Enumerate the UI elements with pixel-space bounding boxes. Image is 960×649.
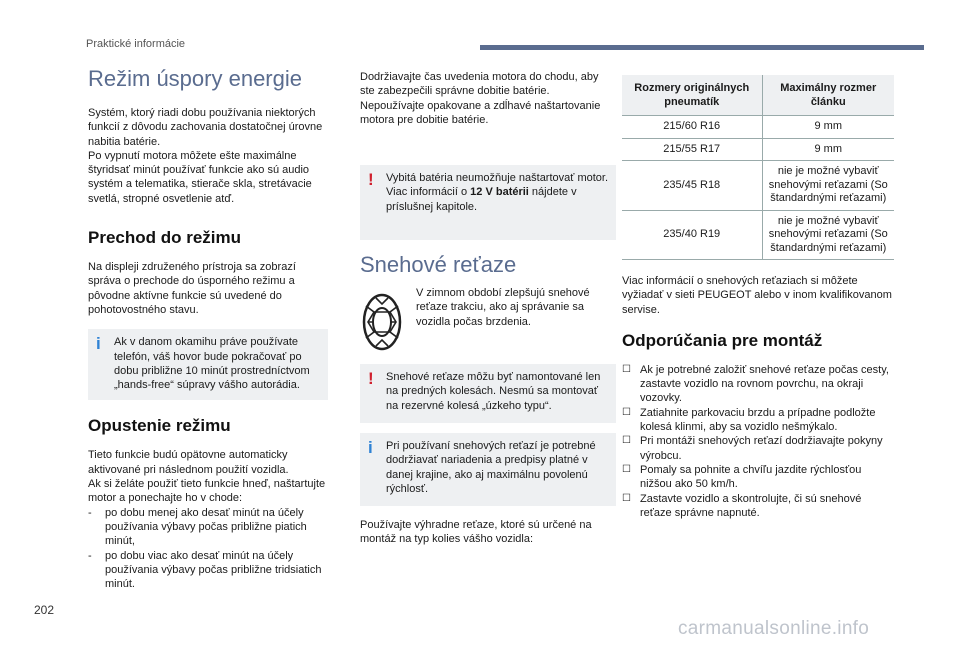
entry-heading: Prechod do režimu [88,228,242,248]
entry-info-note [88,329,328,400]
exit-list [88,506,328,592]
header-accent-bar [480,45,924,50]
bullet-icon: ☐ [622,406,631,418]
intro-paragraph-2: Po vypnutí motora môžete ešte maximálne štyridsať minút používať funkcie ako sú audio systém a telematika, stierače skla, stretávacie svetlá, stropné osvetlenie atď. [88,149,312,205]
exit-paragraph-1: Tieto funkcie budú opätovne automaticky aktivované pri následnom použití vozidla. [88,449,289,476]
entry-note-text: Ak v danom okamihu práve používate telefón, váš hovor bude pokračovať po dobu približne 10 minút prostredníctvom „hands-free“ súpravy vášho autorádia. [114,336,310,392]
exit-heading: Opustenie režimu [88,416,231,436]
snow-bottom-paragraph: Používajte výhradne reťaze, ktoré sú určené na montáž na typ kolies vášho vozidla: [360,519,592,546]
list-item: - po dobu menej ako desať minút na účely používania výbavy počas približne piatich minút, [88,506,307,548]
bullet-icon: ☐ [622,463,631,475]
page-title: Režim úspory energie [88,66,302,91]
column-3 [622,75,894,520]
page-number: 202 [34,603,55,617]
bullet-icon: ☐ [622,363,631,375]
column-1 [88,60,328,591]
column-2 [360,70,616,547]
snow-chains-title: Snehové reťaze [360,252,517,278]
tire-chain-table [622,75,894,260]
exit-paragraph-2: Ak si želáte použiť tieto funkcie hneď, naštartujte motor a ponechajte ho v chode: [88,478,326,505]
mounting-tips-list [622,363,894,520]
section-label: Praktické informácie [86,38,186,50]
battery-note-line-1: Vybitá batéria neumožňuje naštartovať motor. [386,172,609,185]
list-item: ☐ Ak je potrebné založiť snehové reťaze počas cesty, zastavte vozidlo na rovnom povrchu, na okraji vozovky. [622,363,889,405]
snow-warning-note [360,364,616,423]
table-header-row [622,75,894,116]
table-row: 235/40 R19 nie je možné vybaviť snehovými reťazami (So štandardnými reťazami) [622,210,894,260]
snow-chain-tire-icon [360,292,404,352]
info-icon: i [96,334,101,354]
warning-icon: ! [368,170,374,190]
entry-paragraph: Na displeji združeného prístroja sa zobrazí správa o prechode do úsporného režimu a pôvodne aktívne funkcie sú uvedené do pohotovostného stavu. [88,261,296,316]
snow-info-text: Pri používaní snehových reťazí je potrebné dodržiavať nariadenia a predpisy platné v danej krajine, ako aj maximálnu povolenú rýchlosť. [386,439,596,495]
table-row: 235/45 R18 nie je možné vybaviť snehovými reťazami (So štandardnými reťazami) [622,161,894,211]
list-item: ☐ Zastavte vozidlo a skontrolujte, či sú snehové reťaze správne napnuté. [622,492,862,519]
snow-info-note [360,433,616,506]
intro-paragraph-1: Systém, ktorý riadi dobu používania niektorých funkcií z dôvodu zachovania dostatočnej úrovne nabitia batérie. [88,107,323,148]
info-icon: i [368,437,373,457]
table-row: 215/55 R17 9 mm [622,138,894,161]
list-item: - po dobu viac ako desať minút na účely používania výbavy počas približne tridsiatich minút. [88,549,322,591]
snow-chains-intro [360,287,616,352]
list-item: ☐ Zatiahnite parkovaciu brzdu a prípadne podložte kolesá klinmi, aby sa vozidlo nešmýkalo. [622,406,876,434]
watermark: carmanualsonline.info [678,618,870,639]
snow-warning-text: Snehové reťaze môžu byť namontované len na predných kolesách. Nesmú sa montovať na rezervné kolesá „úzkeho typu“. [386,371,601,412]
mounting-tips-heading: Odporúčania pre montáž [622,330,823,350]
warning-icon: ! [368,369,374,389]
table-row: 215/60 R16 9 mm [622,116,894,139]
battery-link-text: 12 V batérii [470,186,529,199]
table-header-tire-size: Rozmery originálnych pneumatík [622,75,762,116]
engine-run-paragraph: Dodržiavajte čas uvedenia motora do chodu, aby ste zabezpečili správne dobitie batérie. Nepoužívajte opakovane a zdĺhavé naštartovanie motora pre dobitie batérie. [360,71,601,126]
bullet-icon: ☐ [622,492,631,504]
list-item: ☐ Pomaly sa pohnite a chvíľu jazdite rýchlosťou nižšou ako 50 km/h. [622,463,862,491]
table-header-max-link: Maximálny rozmer článku [762,75,894,116]
list-item: ☐ Pri montáži snehových reťazí dodržiavajte pokyny výrobcu. [622,435,883,462]
bullet-icon: ☐ [622,435,631,447]
snow-intro-paragraph: V zimnom období zlepšujú snehové reťaze trakciu, ako aj správanie sa vozidla počas brzdenia. [416,287,590,328]
more-info-paragraph: Viac informácií o snehových reťaziach si môžete vyžiadať v sieti PEUGEOT alebo v inom kvalifikovanom servise. [622,275,892,316]
battery-warning-note: ! Vybitá batéria neumožňuje naštartovať motor. Viac informácií o 12 V batérii nájdete v príslušnej kapitole. [360,165,616,240]
